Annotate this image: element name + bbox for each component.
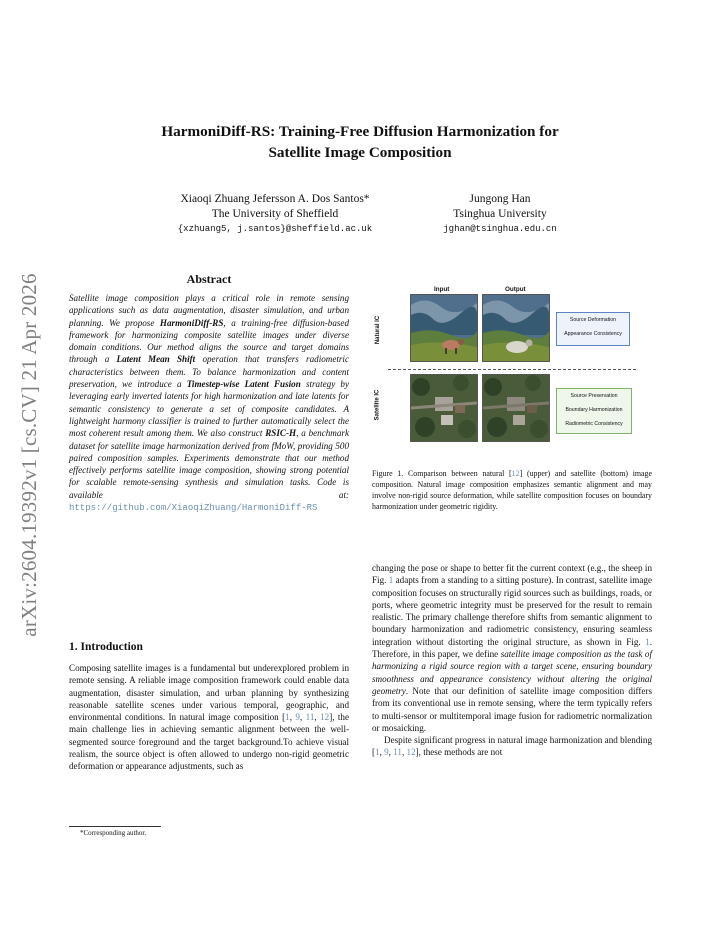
footnote-rule <box>69 826 161 827</box>
citation-link[interactable]: 12 <box>320 712 330 723</box>
method-name: HarmoniDiff-RS <box>159 317 224 328</box>
column-label-output: Output <box>505 286 526 293</box>
citation-link[interactable]: 9 <box>384 747 389 758</box>
satellite-tag-item: Source Preservation <box>570 393 618 399</box>
row-label-natural: Natural IC <box>375 315 382 345</box>
natural-tag-item: Appearance Consistency <box>564 331 622 337</box>
author-email: jghan@tsinghua.edu.cn <box>443 224 557 234</box>
paragraph: Despite significant progress in natural image harmonization and blending [1, 9, 11, 12], these methods are not <box>372 735 652 758</box>
row-divider <box>388 369 636 370</box>
natural-tag-box <box>556 312 630 346</box>
author-affiliation: The University of Sheffield <box>211 208 339 220</box>
natural-tag-item: Source Deformation <box>569 317 617 323</box>
citation-link[interactable]: 12 <box>511 469 520 478</box>
title-line-1: HarmoniDiff-RS: Training-Free Diffusion Harmonization for <box>161 123 559 140</box>
author-affiliation: Tsinghua University <box>453 208 547 220</box>
right-column-body <box>372 562 652 759</box>
citation-link[interactable]: 9 <box>295 712 300 723</box>
title-line-2: Satellite Image Composition <box>268 144 452 161</box>
citation-link[interactable]: 12 <box>406 747 416 758</box>
author-names: Jungong Han <box>469 193 531 205</box>
citation-link[interactable]: 1 <box>285 712 290 723</box>
natural-output-image <box>482 294 550 362</box>
abstract-body: Satellite image composition plays a critical role in remote sensing applications such as data augmentation, disaster simulation, and urban planning. We propose HarmoniDiff-RS, a training-free diffusion-based framework for harmonizing composite satellite images under diverse domain conditions. Our method aligns the source and target domains through a Latent Mean Shift operation that transfers radiometric characteristics between them. To balance harmonization and content preservation, we introduce a Timestep-wise Latent Fusion strategy by leveraging early inverted latents for high harmonization and late latents for semantic consistency to generate a set of composite candidates. A lightweight harmony classifier is trained to further automatically select the most coherent result among them. We also construct RSIC-H, a benchmark dataset for satellite image harmonization derived from fMoW, providing 500 paired composition samples. Experiments demonstrate that our method effectively performs satellite image composition, showing strong potential for scalable remote-sensing synthesis and simulation tasks. Code is available at: https://github.com/XiaoqiZhuang/HarmoniDiff-RS <box>69 293 350 514</box>
author-block-left <box>140 192 410 237</box>
footnote: *Corresponding author. <box>80 829 147 837</box>
citation-link[interactable]: 11 <box>305 712 315 723</box>
citation-link[interactable]: 1 <box>375 747 380 758</box>
arxiv-stamp: arXiv:2604.19392v1 [cs.CV] 21 Apr 2026 <box>17 273 41 637</box>
paragraph: changing the pose or shape to better fit the current context (e.g., the sheep in Fig. 1 adapts from a standing to a sitting posture). In contrast, satellite image composition focuses on structurally rigid sources such as buildings, roads, or ports, where geometric integrity must be preserved for the result to remain realistic. The primary challenge therefore shifts from semantic alignment to boundary harmonization and radiometric consistency, ensuring seamless integration without distorting the original structure, as shown in Fig. 1. Therefore, in this paper, we define satellite image composition as the task of harmonizing a rigid source region with a target scene, ensuring boundary smoothness and appearance consistency without altering the original geometry. Note that our definition of satellite image composition differs from its conventional use in remote sensing, where the term typically refers to multi-sensor or multitemporal image fusion for radiometric normalization or mosaicking. <box>372 563 652 733</box>
satellite-tag-item: Boundary Harmonization <box>565 407 623 413</box>
figure-caption: Figure 1. Comparison between natural [12] (upper) and satellite (bottom) image composition. Natural image composition emphasizes semantic alignment and may involve non-rigid source deformation, while satellite composition focuses on boundary harmonization under geometric rigidity. <box>372 469 652 511</box>
intro-heading: 1. Introduction <box>69 641 143 653</box>
code-link[interactable]: https://github.com/XiaoqiZhuang/HarmoniDiff-RS <box>69 503 318 514</box>
term-latent-mean-shift: Latent Mean Shift <box>116 354 196 365</box>
satellite-output-image <box>482 374 550 442</box>
abstract-heading: Abstract <box>186 272 232 286</box>
author-names: Xiaoqi Zhuang Jefersson A. Dos Santos* <box>180 193 370 205</box>
satellite-tag-item: Radiometric Consistency <box>565 421 623 427</box>
paper-title <box>100 121 620 163</box>
natural-input-image <box>410 294 478 362</box>
dataset-name: RSIC-H <box>265 428 297 439</box>
figure-ref-link[interactable]: 1 <box>388 575 394 586</box>
term-timestep-fusion: Timestep-wise Latent Fusion <box>186 379 301 390</box>
column-label-input: Input <box>434 286 450 293</box>
author-block-right <box>420 192 580 237</box>
satellite-input-image <box>410 374 478 442</box>
citation-link[interactable]: 11 <box>393 747 402 758</box>
figure-1 <box>372 282 652 442</box>
author-email: {xzhuang5, j.santos}@sheffield.ac.uk <box>177 224 373 234</box>
row-label-satellite: Satellite IC <box>374 389 381 421</box>
figure-ref-link[interactable]: 1 <box>645 636 650 647</box>
satellite-tag-box <box>556 388 632 434</box>
intro-body: Composing satellite images is a fundamental but underexplored problem in remote sensing. A reliable image composition framework could enable data augmentation, disaster simulation, and urban planning by synthesizing reasonable satellite scenes under various temporal, geographic, and environmental conditions. In natural image composition [1, 9, 11, 12], the main challenge lies in achieving semantic alignment between the well-segmented source foreground and the target background.To achieve visual realism, the source object is often allowed to undergo non-rigid geometric deformation or appearance adjustments, such as <box>69 663 350 772</box>
task-definition: satellite image composition as the task of harmonizing a rigid source region with a target scene, ensuring boundary smoothness and appearance consistency without altering the original geometry <box>372 649 652 696</box>
